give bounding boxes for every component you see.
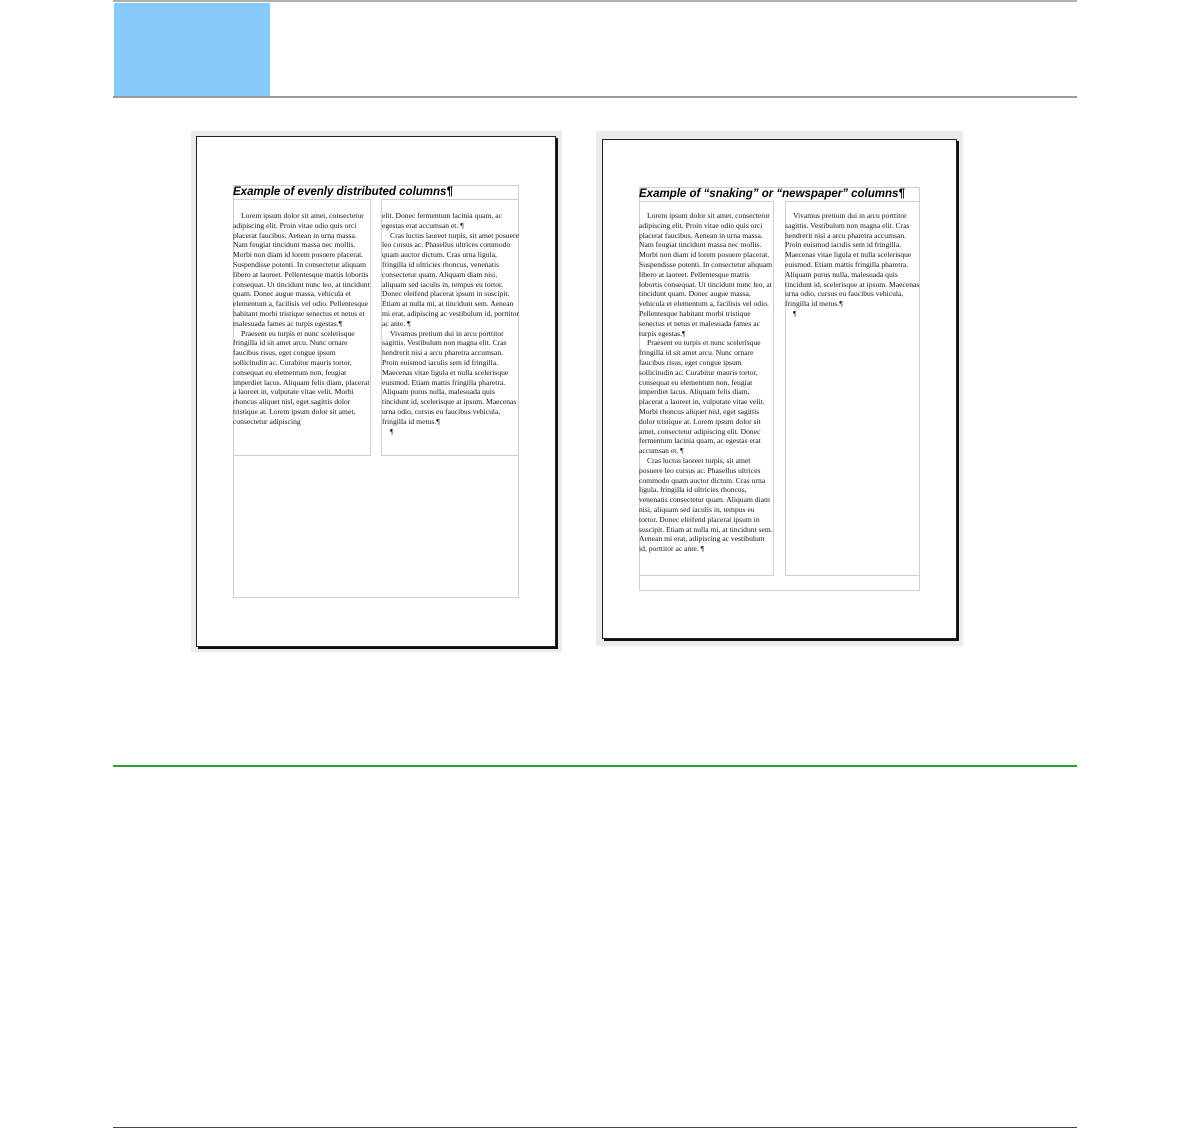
paragraph: ¶ (390, 426, 394, 436)
paragraph: Lorem ipsum dolor sit amet, consectetur adipiscing elit. Proin vitae odio quis orci placerat faucibus. Aenean in urna massa. Nam feugiat tincidunt massa nec mollis. Morbi non diam id lorem posuere placerat. Suspendisse potenti. In consectetur aliquam libero at laoreet. Pellentesque mattis lobortis consequat. Ut tincidunt nunc leo, at tincidunt quam. Donec augue massa, vehicula et elementum a, facilisis vel odio. Pellentesque habitant morbi tristique senectus et netus et malesuada fames ac turpis egestas.¶ (233, 211, 370, 328)
footer-rule (113, 1127, 1077, 1128)
section-divider (113, 765, 1077, 767)
section-heading: Example of evenly distributed columns¶ (233, 186, 453, 198)
paragraph: Vivamus pretium dui in arcu porttitor sagittis. Vestibulum non magna elit. Cras hendrerit nisi a arcu pharetra accumsan. Proin euismod iaculis sem id fringilla. Maecenas vitae ligula et nulla scelerisque euismod. Etiam mattis fringilla pharetra. Aliquam purus nulla, malesuada quis tincidunt id, scelerisque at ipsum. Maecenas urna odio, cursus eu faucibus vehicula, fringilla id metus.¶ (382, 328, 517, 426)
paragraph: Praesent eu turpis et nunc scelerisque fringilla id sit amet arcu. Nunc ornare faucibus risus, eget congue ipsum sollicitudin ac. Curabitur mauris tortor, consequat eu elementum non, feugiat imperdiet lacus. Aliquam felis diam, placerat a laoreet in, vulputate vitae velit. Morbi rhoncus aliquet nisl, eget sagittis dolor tristique at. Lorem ipsum dolor sit amet, consectetur adipiscing elit. Donec fermentum lacinia quam, ac egestas erat accumsan et. ¶ (639, 338, 765, 456)
text-column-2 (382, 211, 521, 456)
text-column-1 (233, 211, 371, 456)
text-column-1 (639, 211, 774, 574)
paragraph: Lorem ipsum dolor sit amet, consectetur adipiscing elit. Proin vitae odio quis orci placerat faucibus. Aenean in urna massa. Nam feugiat tincidunt massa nec mollis. Morbi non diam id lorem posuere placerat. Suspendisse potenti. In consectetur aliquam libero at laoreet. Pellentesque mattis lobortis consequat. Ut tincidunt nunc leo, at tincidunt quam. Donec augue massa, vehicula et elementum a, facilisis vel odio. Pellentesque habitant morbi tristique senectus et netus et malesuada fames ac turpis egestas.¶ (639, 211, 773, 338)
paragraph: Cras luctus laoreet turpis, sit amet posuere leo cursus ac. Phasellus ultrices commodo quam auctor dictum. Cras urna ligula, fringilla id ultricies rhoncus, venenatis consectetur quam. Aliquam diam nisi, aliquam sed iaculis in, tempus eu tortor. Donec eleifend placerat ipsum in suscipit. Etiam at nulla mi, at tincidunt sem. Aenean mi erat, adipiscing ac vestibulum id, porttitor ac ante. ¶ (639, 455, 773, 554)
text-column-2 (785, 211, 923, 574)
snaking-columns-example (596, 131, 963, 646)
paragraph: Cras luctus laoreet turpis, sit amet posuere leo cursus ac. Phasellus ultrices commodo quam auctor dictum. Cras urna ligula, fringilla id ultricies rhoncus, venenatis consectetur quam. Aliquam diam nisi, aliquam sed iaculis in, tempus eu tortor. Donec eleifend placerat ipsum in suscipit. Etiam at nulla mi, at tincidunt sem. Aenean mi erat, adipiscing ac vestibulum id, porttitor ac ante. ¶ (382, 230, 520, 328)
paragraph: Vivamus pretium dui in arcu porttitor sagittis. Vestibulum non magna elit. Cras hendrerit nisi a arcu pharetra accumsan. Proin euismod iaculis sem id fringilla. Maecenas vitae ligula et nulla scelerisque euismod. Etiam mattis fringilla pharetra. Aliquam purus nulla, malesuada quis tincidunt id, scelerisque at ipsum. Maecenas urna odio, cursus eu faucibus vehicula, fringilla id metus.¶ (785, 211, 920, 309)
header-rule (113, 96, 1077, 98)
paragraph: ¶ (793, 308, 797, 318)
paragraph: Praesent eu turpis et nunc scelerisque fringilla id sit amet arcu. Nunc ornare faucibus risus, eget congue ipsum sollicitudin ac. Curabitur mauris tortor, consequat eu elementum non, feugiat imperdiet lacus. Aliquam felis diam, placerat a laoreet in, vulputate vitae velit. Morbi rhoncus aliquet nisl, eget sagittis dolor tristique at. Lorem ipsum dolor sit amet, consectetur adipiscing (233, 328, 370, 426)
evenly-distributed-example (191, 131, 562, 652)
header-color-block (114, 3, 270, 96)
top-rule (113, 0, 1077, 2)
paragraph: elit. Donec fermentum lacinia quam, ac egestas erat accumsan et. ¶ (382, 211, 502, 230)
section-heading: Example of “snaking” or “newspaper” columns¶ (639, 188, 905, 200)
